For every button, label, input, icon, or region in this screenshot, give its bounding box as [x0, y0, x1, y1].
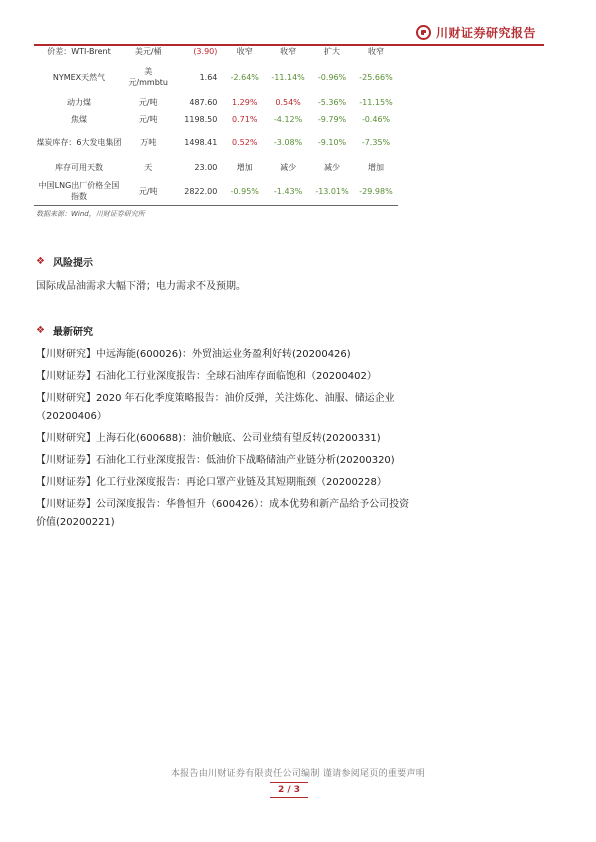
row-change-month: -1.43%	[266, 177, 310, 206]
row-change-week: 0.52%	[232, 138, 258, 147]
row-change-quarter: -13.01%	[310, 177, 354, 206]
row-unit: 天	[144, 162, 153, 172]
row-change-ytd: -0.46%	[361, 115, 391, 124]
table-row	[34, 128, 398, 157]
row-change-ytd: -29.98%	[354, 177, 398, 206]
diamond-bullet-icon: ❖	[36, 256, 45, 267]
row-unit: 元/吨	[138, 98, 158, 107]
list-item: 【川财研究】2020 年石化季度策略报告：油价反弹，关注炼化、油服、储运企业（20200406）	[36, 393, 395, 422]
row-unit: 元/吨	[124, 177, 172, 206]
row-change-week: 增加	[236, 162, 253, 172]
row-price: 1198.50	[184, 115, 218, 124]
row-change-ytd: 增加	[367, 162, 384, 172]
list-item: 【川财证券】公司深度报告：华鲁恒升（600426）：成本优势和新产品给予公司投资价值(20200221)	[36, 499, 410, 528]
table-row	[34, 177, 398, 206]
row-change-quarter: -5.36%	[317, 98, 347, 107]
row-change-month: -3.08%	[273, 138, 303, 147]
row-change-ytd: 收窄	[367, 46, 384, 56]
row-change-week: 1.29%	[232, 98, 258, 107]
row-change-month: 收窄	[280, 46, 297, 56]
table-row	[34, 157, 398, 177]
row-name: 价差：WTI-Brent	[47, 46, 111, 56]
brand-name: 川财证券研究报告	[435, 26, 536, 40]
list-item: 【川财证券】石油化工行业深度报告：全球石油库存面临饱和（20200402）	[36, 371, 377, 382]
row-change-week: -2.64%	[230, 72, 259, 82]
row-change-quarter: -9.10%	[317, 138, 347, 147]
table-row	[34, 94, 398, 111]
commodity-table	[34, 42, 398, 206]
risk-text: 国际成品油需求大幅下滑；电力需求不及预期。	[36, 281, 246, 292]
row-price: 487.60	[189, 98, 218, 107]
row-change-ytd: -7.35%	[361, 138, 391, 147]
brand	[416, 24, 536, 41]
risk-section-title	[36, 254, 93, 269]
row-name: 中国LNG出厂价格全国指数	[34, 177, 124, 206]
row-unit: 美元/mmbtu	[128, 67, 168, 87]
row-price: 1498.41	[184, 138, 218, 147]
row-name: 库存可用天数	[54, 162, 103, 172]
row-change-week: 收窄	[236, 46, 253, 56]
row-price: 2822.00	[172, 177, 223, 206]
row-price: 1.64	[199, 72, 218, 82]
diamond-bullet-icon: ❖	[36, 325, 45, 336]
row-price: (3.90)	[193, 46, 218, 56]
list-item: 【川财研究】中远海能(600026)：外贸油运业务盈利好转(20200426)	[36, 349, 351, 360]
list-item: 【川财研究】上海石化(600688)：油价触底、公司业绩有望反转(20200331)	[36, 433, 381, 444]
row-name: 动力煤	[66, 98, 91, 107]
row-unit: 万吨	[140, 138, 157, 147]
row-change-month: 0.54%	[275, 98, 301, 107]
row-change-week: 0.71%	[232, 115, 258, 124]
list-item: 【川财证券】石油化工行业深度报告：低油价下战略储油产业链分析(20200320)	[36, 455, 395, 466]
row-change-quarter: 扩大	[324, 46, 341, 56]
table-row	[34, 111, 398, 128]
page-number: 2 / 3	[270, 782, 308, 798]
row-change-month: -11.14%	[271, 72, 305, 82]
table-source: 数据来源：Wind，川财证券研究所	[36, 210, 145, 218]
row-name: NYMEX天然气	[52, 72, 106, 82]
row-change-ytd: -11.15%	[359, 98, 393, 107]
footer-disclaimer: 本报告由川财证券有限责任公司编制 谨请参阅尾页的重要声明	[170, 769, 426, 779]
list-item: 【川财证券】化工行业深度报告：再论口罩产业链及其短期瓶颈（20200228）	[36, 477, 387, 488]
row-change-quarter: 减少	[324, 162, 341, 172]
row-change-quarter: -9.79%	[317, 115, 347, 124]
row-change-month: -4.12%	[273, 115, 303, 124]
research-list	[36, 346, 416, 536]
row-name: 焦煤	[70, 115, 87, 124]
row-change-quarter: -0.96%	[317, 72, 347, 82]
table-row	[34, 60, 398, 94]
row-price: 23.00	[194, 162, 218, 172]
row-change-month: 减少	[280, 162, 297, 172]
chuancai-logo-icon	[416, 25, 431, 40]
row-change-week: -0.95%	[223, 177, 266, 206]
row-unit: 美元/桶	[134, 46, 162, 56]
research-section-title	[36, 323, 93, 338]
table-row	[34, 42, 398, 60]
risk-title-text: 风险提示	[52, 258, 93, 269]
row-name: 煤炭库存：6大发电集团	[36, 138, 122, 147]
row-unit: 元/吨	[138, 115, 158, 124]
research-title-text: 最新研究	[52, 327, 93, 338]
row-change-ytd: -25.66%	[359, 72, 393, 82]
